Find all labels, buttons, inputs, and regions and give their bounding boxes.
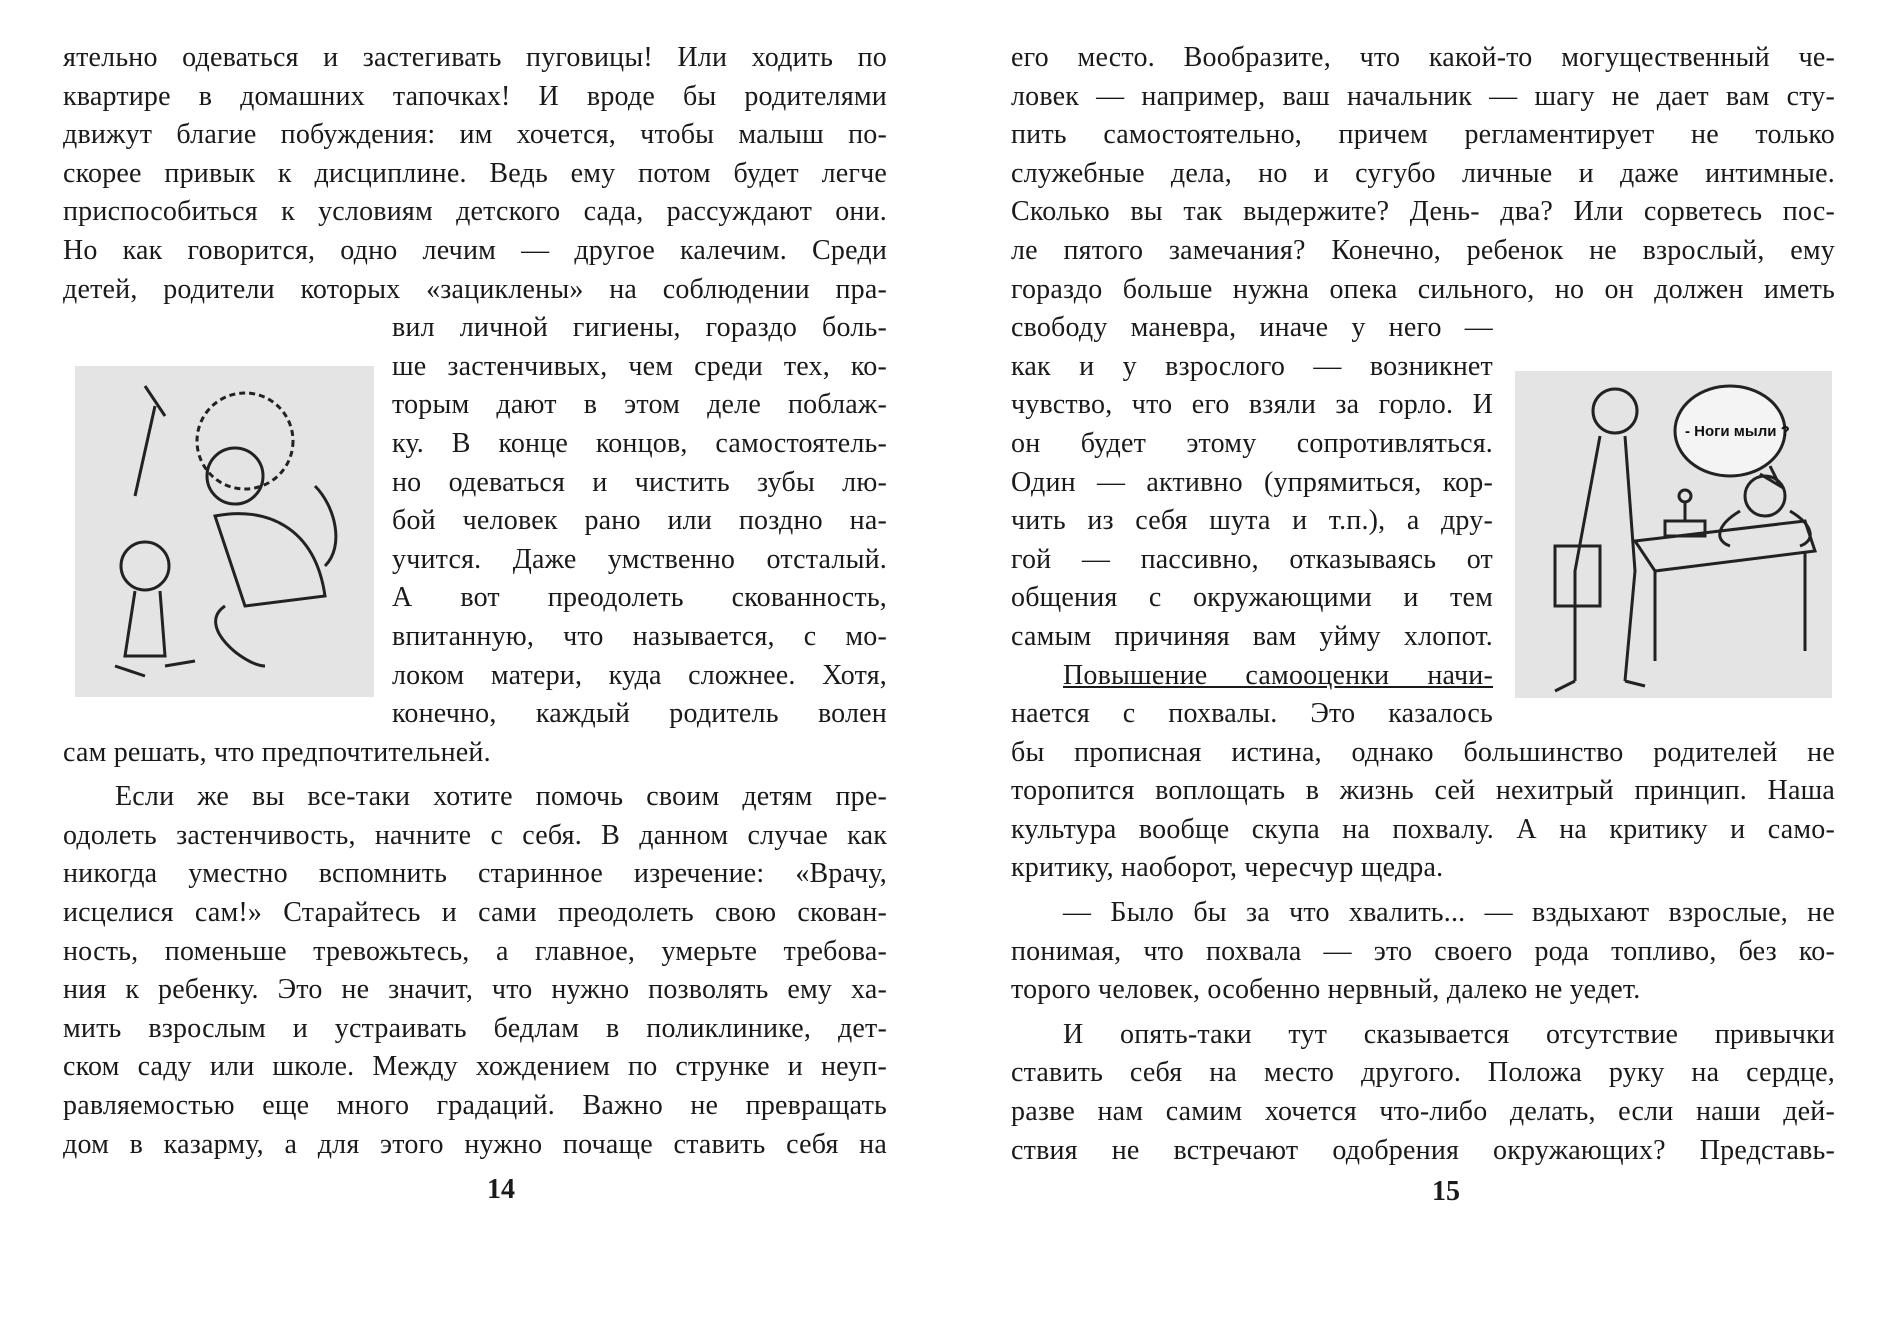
text-line: [63, 232, 887, 271]
text-line: [63, 778, 887, 817]
page-number-left: 14: [487, 1174, 515, 1205]
text-line: [1011, 193, 1835, 232]
text-line-content: общения с окружающими и тем: [1011, 582, 1493, 614]
text-line: [63, 817, 887, 856]
text-line: [63, 1126, 887, 1165]
text-line-content: исцелися сам!» Старайтесь и сами преодолеть свою скован-: [63, 897, 887, 929]
text-line-content: никогда уместно вспомнить старинное изречение: «Врачу,: [63, 858, 887, 890]
text-line: [1011, 734, 1835, 773]
text-line: [1011, 618, 1493, 657]
text-line-content: — Было бы за что хвалить... — вздыхают взрослые, не: [1063, 897, 1835, 929]
text-line: [1011, 933, 1835, 972]
text-line: [63, 1010, 887, 1049]
text-line: [392, 464, 887, 503]
text-line: [1011, 1054, 1835, 1093]
text-line: [1011, 502, 1493, 541]
text-line: [1011, 425, 1493, 464]
text-line-content: чувство, что его взяли за горло. И: [1011, 389, 1493, 421]
text-line-content: мить взрослым и устраивать бедлам в поликлинике, дет-: [63, 1012, 887, 1044]
text-line: [63, 971, 887, 1010]
text-line-content: дом в казарму, а для этого нужно почаще ставить себя на: [63, 1128, 887, 1160]
text-line: [1011, 386, 1493, 425]
text-line-content: понимая, что похвала — это своего рода топливо, без ко-: [1011, 935, 1835, 967]
text-line: [63, 78, 887, 117]
text-line-content: культура вообще скупа на похвалу. А на критику и само-: [1011, 813, 1835, 845]
text-line: [63, 894, 887, 933]
text-line: [1011, 39, 1835, 78]
text-line: [392, 348, 887, 387]
text-line-content: ку. В конце концов, самостоятель-: [392, 427, 887, 459]
text-line-content: торопится воплощать в жизнь сей нехитрый принцип. Наша: [1011, 775, 1835, 807]
text-line-content: ше застенчивых, чем среди тех, ко-: [392, 350, 887, 382]
text-line: [1011, 1016, 1835, 1055]
text-line-content: он будет этому сопротивляться.: [1011, 427, 1493, 459]
illustration-boss-at-desk: [1515, 371, 1832, 698]
text-line-content: чить из себя шута и т.п.), а дру-: [1011, 505, 1493, 537]
text-line-content: скорее привык к дисциплине. Ведь ему потом будет легче: [63, 157, 887, 189]
text-line-content: ния к ребенку. Это не значит, что нужно позволять ему ха-: [63, 974, 887, 1006]
text-line-content: ность, поменьше тревожьтесь, а главное, умерьте требова-: [63, 935, 887, 967]
text-line: [392, 579, 887, 618]
text-line-content: А вот преодолеть скованность,: [392, 582, 887, 614]
text-line: [1011, 271, 1835, 310]
text-line-content: Один — активно (упрямиться, кор-: [1011, 466, 1493, 498]
text-line-content: конечно, каждый родитель волен: [392, 698, 887, 730]
text-line: [1011, 309, 1493, 348]
text-line-content: приспособиться к условиям детского сада, рассуждают они.: [63, 196, 887, 228]
text-line: [392, 618, 887, 657]
speech-bubble-text: - Ноги мыли ?: [1685, 423, 1790, 440]
text-line-content: самым причиняя вам уйму хлопот.: [1011, 620, 1493, 652]
text-line: [63, 734, 887, 773]
text-line: [1011, 579, 1493, 618]
text-line-content: детей, родители которых «зациклены» на соблюдении пра-: [63, 273, 887, 305]
text-line-content: свободу маневра, иначе у него —: [1011, 312, 1493, 344]
text-line: [1011, 1093, 1835, 1132]
text-line-content: локом матери, куда сложнее. Хотя,: [392, 659, 887, 691]
text-line-content: вил личной гигиены, гораздо боль-: [392, 312, 887, 344]
text-line: [392, 386, 887, 425]
text-line-content: разве нам самим хочется что-либо делать, если наши дей-: [1011, 1096, 1835, 1128]
text-line-content: гой — пассивно, отказываясь от: [1011, 543, 1493, 575]
text-line-content: ятельно одеваться и застегивать пуговицы! Или ходить по: [63, 42, 887, 73]
text-line: [63, 933, 887, 972]
text-line-content: И опять-таки тут сказывается отсутствие привычки: [1063, 1018, 1835, 1050]
text-line-content: Сколько вы так выдержите? День- два? Или сорветесь пос-: [1011, 196, 1835, 228]
text-line-content: как и у взрослого — возникнет: [1011, 350, 1493, 382]
text-line-content: одолеть застенчивость, начните с себя. В данном случае как: [63, 819, 887, 851]
text-line-content: служебные дела, но и сугубо личные и даже интимные.: [1011, 157, 1835, 189]
text-line-content: ставить себя на место другого. Положа руку на сердце,: [1011, 1057, 1835, 1089]
text-line: [1011, 78, 1835, 117]
text-line: [392, 657, 887, 696]
text-line: [1011, 971, 1835, 1010]
text-line-content: гораздо больше нужна опека сильного, но он должен иметь: [1011, 273, 1835, 305]
text-line-content: ском саду или школе. Между хождением по струнке и неуп-: [63, 1051, 887, 1083]
text-line: [392, 695, 887, 734]
text-line-content: учится. Даже умственно отсталый.: [392, 543, 887, 575]
text-line-content: Повышение самооценки начи-: [1063, 659, 1493, 691]
text-line-content: ле пятого замечания? Конечно, ребенок не взрослый, ему: [1011, 234, 1835, 266]
text-line-content: движут благие побуждения: им хочется, чтобы малыш по-: [63, 119, 887, 151]
text-line: [63, 155, 887, 194]
text-line-content: Если же вы все-таки хотите помочь своим детям пре-: [115, 781, 887, 813]
text-line: [63, 1087, 887, 1126]
text-line: [63, 193, 887, 232]
text-line-content: торым дают в этом деле поблаж-: [392, 389, 887, 421]
text-line: [1011, 695, 1493, 734]
text-line: [1011, 116, 1835, 155]
text-line-content: но одеваться и чистить зубы лю-: [392, 466, 887, 498]
text-line: [1011, 849, 1835, 888]
text-line: [1011, 657, 1493, 696]
text-line: [1011, 772, 1835, 811]
text-line: [1011, 155, 1835, 194]
text-line: [392, 309, 887, 348]
text-line: [392, 541, 887, 580]
text-line: [1011, 541, 1493, 580]
text-line-content: критику, наоборот, чересчур щедра.: [1011, 852, 1444, 884]
text-line: [63, 855, 887, 894]
text-line: [1011, 1132, 1835, 1171]
text-line-content: его место. Вообразите, что какой-то могущественный че-: [1011, 42, 1835, 73]
text-line-content: квартире в домашних тапочках! И вроде бы родителями: [63, 80, 887, 112]
text-line: [392, 502, 887, 541]
text-line-content: ловек — например, ваш начальник — шагу не дает вам сту-: [1011, 80, 1835, 112]
text-line-content: бой человек рано или поздно на-: [392, 505, 887, 537]
text-line-content: впитанную, что называется, с мо-: [392, 620, 887, 652]
text-line-content: нается с похвалы. Это казалось: [1011, 698, 1493, 730]
text-line-content: торого человек, особенно нервный, далеко не уедет.: [1011, 974, 1641, 1006]
text-line-content: сам решать, что предпочтительней.: [63, 736, 491, 768]
text-line: [1011, 811, 1835, 850]
text-line: [63, 39, 887, 78]
text-line-content: бы прописная истина, однако большинство родителей не: [1011, 736, 1835, 768]
text-line-content: равляемостью еще много градаций. Важно не превращать: [63, 1090, 887, 1122]
text-line: [1011, 348, 1493, 387]
text-line-content: ствия не встречают одобрения окружающих? Представь-: [1011, 1134, 1835, 1166]
text-line-content: Но как говорится, одно лечим — другое калечим. Среди: [63, 234, 887, 266]
text-line: [392, 425, 887, 464]
text-line: [1011, 232, 1835, 271]
text-line: [1011, 894, 1835, 933]
illustration-mother-with-toothbrush: [75, 366, 374, 697]
text-line: [63, 271, 887, 310]
text-line-content: пить самостоятельно, причем регламентирует не только: [1011, 119, 1835, 151]
text-line: [1011, 464, 1493, 503]
text-line: [63, 1048, 887, 1087]
text-line: [63, 116, 887, 155]
page-number-right: 15: [1432, 1176, 1460, 1207]
